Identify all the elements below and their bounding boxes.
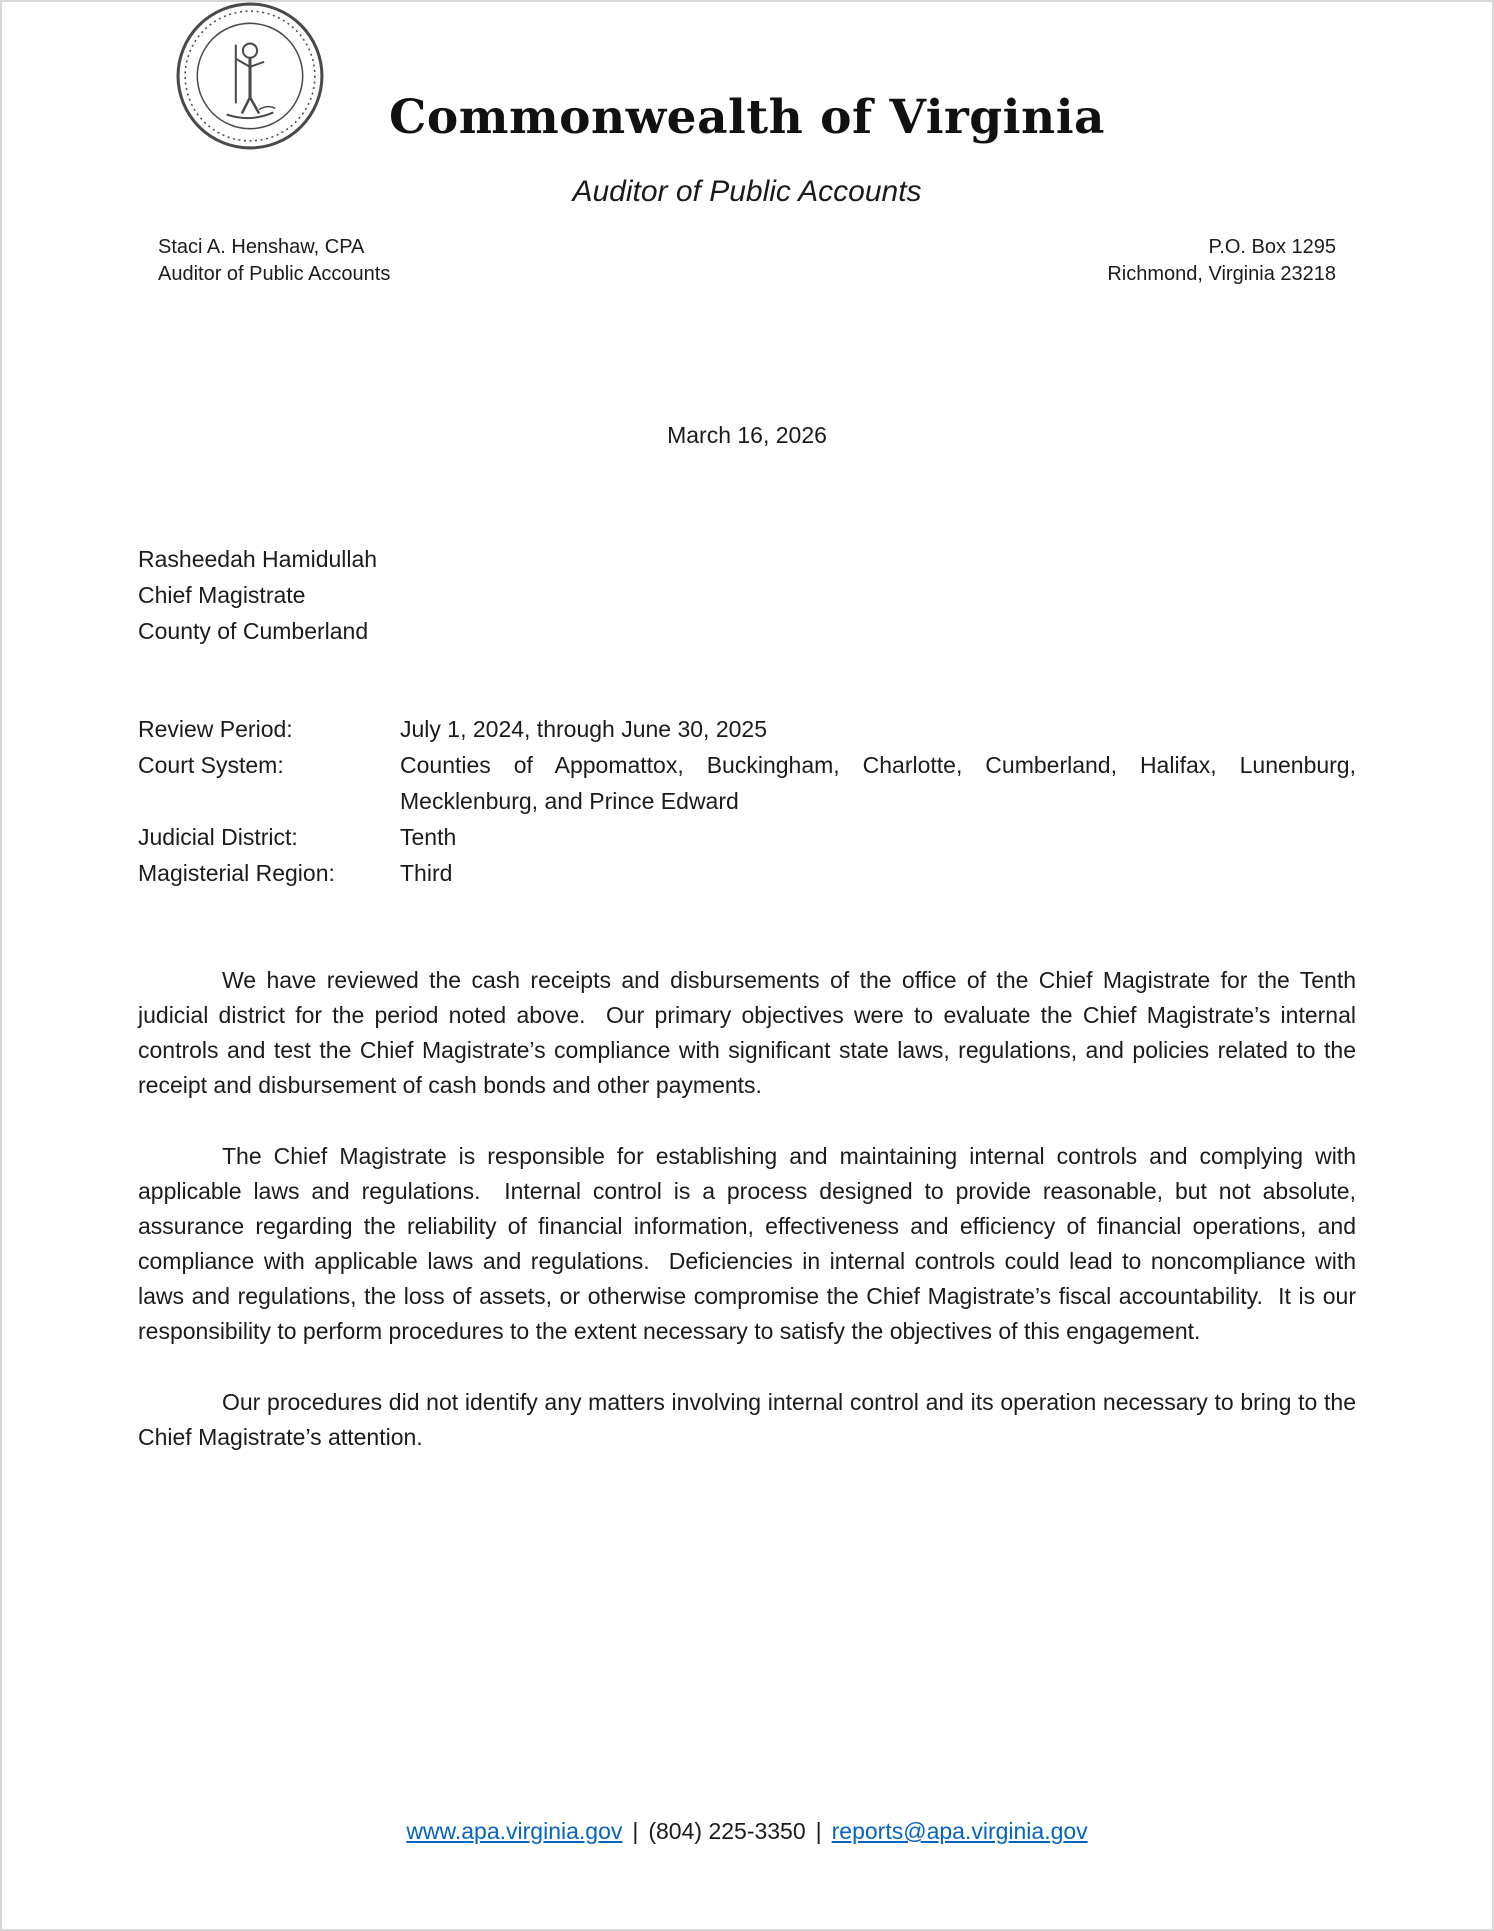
letterhead-title: Commonwealth of Virginia	[388, 90, 1106, 145]
auditor-title: Auditor of Public Accounts	[158, 263, 391, 285]
letterhead-contact-row	[138, 234, 1356, 288]
virginia-seal-icon	[174, 0, 326, 156]
review-meta-table	[138, 711, 1356, 891]
po-box: P.O. Box 1295	[1208, 236, 1336, 258]
meta-value-court-system: Counties of Appomattox, Buckingham, Charlotte, Cumberland, Halifax, Lunenburg, Mecklenburg, and Prince Edward	[400, 752, 1356, 814]
letter-date: March 16, 2026	[667, 422, 827, 448]
meta-value-judicial-district: Tenth	[400, 824, 457, 850]
auditor-contact-block	[158, 234, 390, 288]
recipient-org: County of Cumberland	[138, 618, 369, 644]
meta-label-court-system: Court System:	[138, 752, 284, 778]
body-paragraph-2: The Chief Magistrate is responsible for establishing and maintaining internal controls and complying with applicable laws and regulations. Internal control is a process designed to provide reasonable, but not absolute, assurance regarding the reliability of financial information, effectiveness and efficiency of financial operations, and compliance with applicable laws and regulations. Deficiencies in internal controls could lead to noncompliance with laws and regulations, the loss of assets, or otherwise compromise the Chief Magistrate’s fiscal accountability. It is our responsibility to perform procedures to the extent necessary to satisfy the objectives of this engagement.	[138, 1143, 1363, 1344]
footer-email-link[interactable]: reports@apa.virginia.gov	[831, 1818, 1088, 1844]
meta-value-review-period: July 1, 2024, through June 30, 2025	[400, 716, 768, 742]
office-address-block	[1107, 234, 1336, 288]
meta-label-review-period: Review Period:	[138, 716, 293, 742]
footer-separator-2: |	[815, 1818, 822, 1844]
footer-contact-line	[2, 1814, 1492, 1849]
footer-website-link[interactable]: www.apa.virginia.gov	[406, 1818, 623, 1844]
auditor-name: Staci A. Henshaw, CPA	[158, 236, 365, 258]
body-paragraph-1: We have reviewed the cash receipts and disbursements of the office of the Chief Magistrate for the Tenth judicial district for the period noted above. Our primary objectives were to evaluate the Chief Magistrate’s internal controls and test the Chief Magistrate’s compliance with significant state laws, regulations, and policies related to the receipt and disbursement of cash bonds and other payments.	[138, 967, 1363, 1098]
letterhead	[138, 2, 1356, 288]
footer-phone: (804) 225-3350	[648, 1818, 806, 1844]
letterhead-subtitle: Auditor of Public Accounts	[572, 175, 922, 208]
meta-label-judicial-district: Judicial District:	[138, 824, 298, 850]
body-paragraph-3: Our procedures did not identify any matters involving internal control and its operation necessary to bring to the Chief Magistrate’s attention.	[138, 1389, 1363, 1450]
recipient-title: Chief Magistrate	[138, 582, 306, 608]
meta-label-magisterial-region: Magisterial Region:	[138, 860, 335, 886]
city-state-zip: Richmond, Virginia 23218	[1107, 263, 1336, 285]
meta-value-magisterial-region: Third	[400, 860, 453, 886]
recipient-block	[138, 541, 1356, 649]
footer-separator-1: |	[632, 1818, 639, 1844]
recipient-name: Rasheedah Hamidullah	[138, 546, 378, 572]
